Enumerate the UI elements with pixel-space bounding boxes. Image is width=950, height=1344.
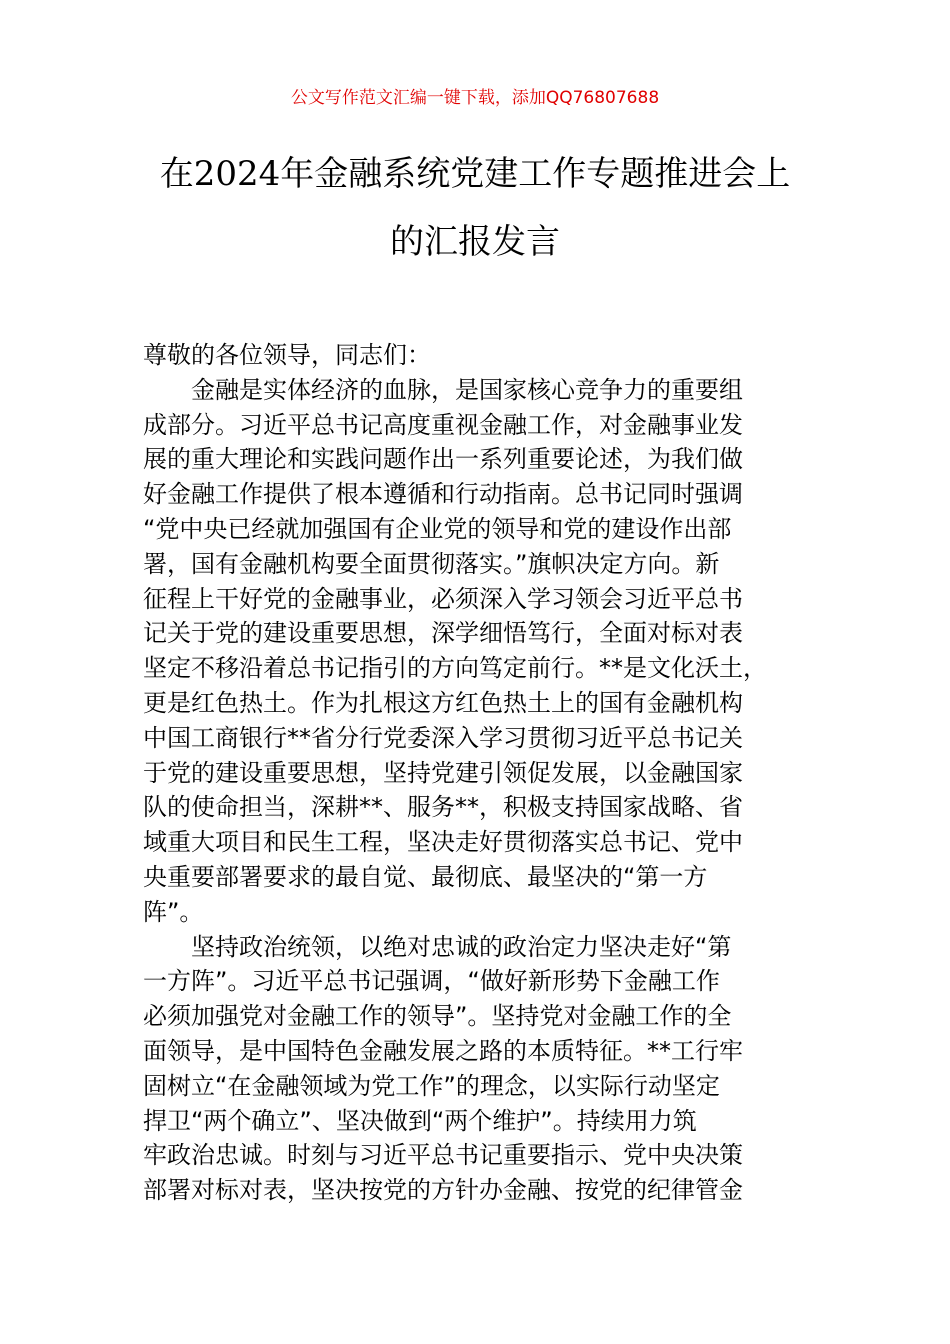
paragraph-line: 成部分。习近平总书记高度重视金融工作，对金融事业发 bbox=[143, 410, 743, 439]
paragraph-line: 部署对标对表，坚决按党的方针办金融、按党的纪律管金 bbox=[143, 1176, 743, 1205]
paragraph-line: 面领导，是中国特色金融发展之路的本质特征。**工行牢 bbox=[143, 1036, 743, 1065]
paragraph-line: 金融是实体经济的血脉，是国家核心竞争力的重要组 bbox=[191, 375, 743, 404]
paragraph-line: 阵”。 bbox=[143, 897, 204, 926]
paragraph-line: 牢政治忠诚。时刻与习近平总书记重要指示、党中央决策 bbox=[143, 1141, 743, 1170]
paragraph-line: 展的重大理论和实践问题作出一系列重要论述，为我们做 bbox=[143, 445, 743, 474]
document-title-line-1: 在2024年金融系统党建工作专题推进会上 bbox=[159, 154, 791, 194]
paragraph-line: 中国工商银行**省分行党委深入学习贯彻习近平总书记关 bbox=[143, 723, 743, 752]
paragraph-1 bbox=[143, 373, 811, 930]
paragraph-line: 队的使命担当，深耕**、服务**，积极支持国家战略、省 bbox=[143, 793, 743, 822]
paragraph-line: 记关于党的建设重要思想，深学细悟笃行，全面对标对表 bbox=[143, 619, 743, 648]
paragraph-line: 一方阵”。习近平总书记强调，“做好新形势下金融工作 bbox=[143, 967, 720, 996]
paragraph-line: 坚持政治统领，以绝对忠诚的政治定力坚决走好“第 bbox=[191, 932, 732, 961]
paragraph-line: “党中央已经就加强国有企业党的领导和党的建设作出部 bbox=[143, 514, 732, 543]
salutation: 尊敬的各位领导，同志们： bbox=[143, 341, 431, 369]
document-title-line-2: 的汇报发言 bbox=[390, 222, 560, 262]
paragraph-line: 必须加强党对金融工作的领导”。坚持党对金融工作的全 bbox=[143, 1002, 732, 1031]
paragraph-line: 域重大项目和民生工程，坚决走好贯彻落实总书记、党中 bbox=[143, 828, 743, 857]
paragraph-line: 于党的建设重要思想，坚持党建引领促发展，以金融国家 bbox=[143, 758, 743, 787]
paragraph-line: 固树立“在金融领域为党工作”的理念，以实际行动坚定 bbox=[143, 1071, 720, 1100]
paragraph-line: 征程上干好党的金融事业，必须深入学习领会习近平总书 bbox=[143, 584, 743, 613]
paragraph-2 bbox=[143, 930, 811, 1208]
paragraph-line: 捍卫“两个确立”、坚决做到“两个维护”。持续用力筑 bbox=[143, 1106, 697, 1135]
download-note: 公文写作范文汇编一键下载，添加QQ76807688 bbox=[290, 88, 660, 108]
paragraph-line: 坚定不移沿着总书记指引的方向笃定前行。**是文化沃土， bbox=[143, 654, 767, 683]
document-body bbox=[143, 338, 811, 1208]
paragraph-line: 署，国有金融机构要全面贯彻落实。”旗帜决定方向。新 bbox=[143, 549, 720, 578]
paragraph-line: 更是红色热土。作为扎根这方红色热土上的国有金融机构 bbox=[143, 688, 743, 717]
paragraph-line: 央重要部署要求的最自觉、最彻底、最坚决的“第一方 bbox=[143, 862, 708, 891]
paragraph-line: 好金融工作提供了根本遵循和行动指南。总书记同时强调 bbox=[143, 480, 743, 509]
